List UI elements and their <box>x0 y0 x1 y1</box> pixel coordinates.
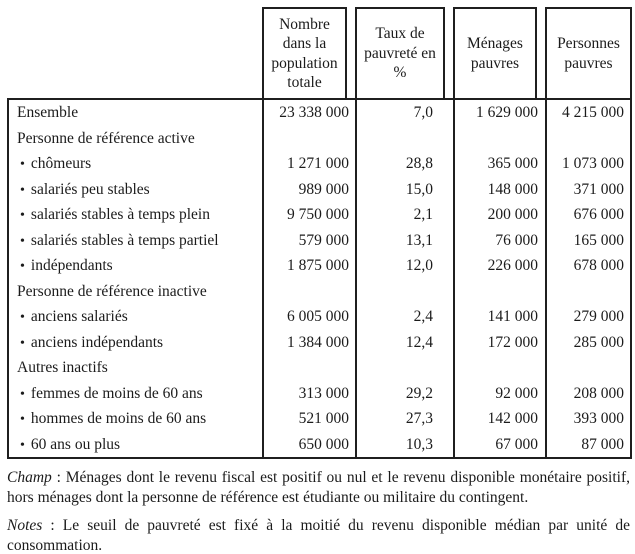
footnote-champ-text: : Ménages dont le revenu fiscal est positif ou nul et le revenu disponible monétaire positif, hors ménages dont la personne de référence est étudiante ou militaire du contingent. <box>7 469 630 506</box>
cell-value: 141 000 <box>453 304 545 330</box>
row-label <box>9 406 262 432</box>
footnote-champ-lead: Champ <box>7 469 52 486</box>
cell-value: 148 000 <box>453 177 545 203</box>
column-header-personnes-pauvres: Personnes pauvres <box>545 7 632 98</box>
cell-value <box>262 126 355 152</box>
cell-value: 208 000 <box>545 381 630 407</box>
table-header-row <box>7 7 630 98</box>
cell-value: 393 000 <box>545 406 630 432</box>
cell-value: 15,0 <box>355 177 453 203</box>
row-label <box>9 330 262 356</box>
cell-value <box>355 279 453 305</box>
cell-value: 226 000 <box>453 253 545 279</box>
footnote-notes-text: : Le seuil de pauvreté est fixé à la moitié du revenu disponible médian par unité de consommation. <box>7 517 630 554</box>
cell-value <box>545 126 630 152</box>
row-label-text: salariés stables à temps plein <box>30 206 210 223</box>
group-row-label: Personne de référence inactive <box>17 282 207 300</box>
row-label-text: anciens indépendants <box>30 333 164 351</box>
cell-value <box>545 279 630 305</box>
row-label-text: hommes de moins de 60 ans <box>30 410 207 427</box>
row-label <box>9 304 262 330</box>
group-row-label: Autres inactifs <box>17 359 108 376</box>
column-header-taux-pauvrete: Taux de pauvreté en % <box>355 7 445 98</box>
cell-value: 371 000 <box>545 177 630 203</box>
cell-value: 172 000 <box>453 330 545 356</box>
row-label-text: indépendants <box>30 257 113 274</box>
cell-value: 6 005 000 <box>262 304 355 330</box>
cell-value: 7,0 <box>355 100 453 126</box>
bullet-icon: • <box>20 310 25 325</box>
cell-value: 1 271 000 <box>262 151 355 177</box>
cell-value: 989 000 <box>262 177 355 203</box>
header-slot <box>355 7 453 98</box>
cell-value <box>545 355 630 381</box>
bullet-icon: • <box>20 412 25 427</box>
row-label-text: salariés stables à temps partiel <box>30 231 219 249</box>
cell-value: 1 629 000 <box>453 100 545 126</box>
cell-value: 142 000 <box>453 406 545 432</box>
cell-value: 92 000 <box>453 381 545 407</box>
cell-value: 279 000 <box>545 304 630 330</box>
cell-value: 12,4 <box>355 330 453 356</box>
row-label <box>9 177 262 203</box>
bullet-icon: • <box>20 233 25 249</box>
row-label <box>9 151 262 177</box>
bullet-icon: • <box>20 437 25 453</box>
cell-value <box>453 126 545 152</box>
bullet-icon: • <box>20 386 25 402</box>
cell-value <box>262 355 355 381</box>
cell-value: 650 000 <box>262 432 355 458</box>
cell-value: 29,2 <box>355 381 453 407</box>
row-label <box>9 202 262 228</box>
cell-value: 9 750 000 <box>262 202 355 228</box>
cell-value <box>355 355 453 381</box>
bullet-icon: • <box>20 335 25 351</box>
column-header-menages-pauvres: Ménages pauvres <box>453 7 537 98</box>
row-label <box>9 253 262 279</box>
row-label-text: chômeurs <box>30 155 92 172</box>
header-slot <box>453 7 545 98</box>
cell-value: 23 338 000 <box>262 100 355 126</box>
cell-value <box>355 126 453 152</box>
cell-value: 676 000 <box>545 202 630 228</box>
cell-value: 285 000 <box>545 330 630 356</box>
footnote-notes-lead: Notes <box>7 517 43 534</box>
column-header-population: Nombre dans la population totale <box>262 7 347 98</box>
cell-value: 87 000 <box>545 432 630 458</box>
row-label <box>9 432 262 458</box>
cell-value: 27,3 <box>355 406 453 432</box>
row-label <box>9 228 262 254</box>
header-empty-corner <box>7 7 262 98</box>
cell-value: 2,1 <box>355 202 453 228</box>
cell-value: 200 000 <box>453 202 545 228</box>
bullet-icon: • <box>20 208 25 223</box>
cell-value: 13,1 <box>355 228 453 254</box>
row-label: Ensemble <box>17 104 79 121</box>
cell-value: 4 215 000 <box>545 100 630 126</box>
cell-value: 365 000 <box>453 151 545 177</box>
cell-value: 1 073 000 <box>545 151 630 177</box>
cell-value: 579 000 <box>262 228 355 254</box>
cell-value: 521 000 <box>262 406 355 432</box>
header-slot <box>545 7 632 98</box>
row-label <box>9 381 262 407</box>
cell-value <box>453 279 545 305</box>
cell-value: 76 000 <box>453 228 545 254</box>
cell-value: 313 000 <box>262 381 355 407</box>
cell-value: 1 875 000 <box>262 253 355 279</box>
cell-value: 67 000 <box>453 432 545 458</box>
bullet-icon: • <box>20 259 25 274</box>
cell-value <box>262 279 355 305</box>
cell-value: 12,0 <box>355 253 453 279</box>
poverty-table-body <box>7 98 632 459</box>
group-row-label: Personne de référence active <box>17 129 195 147</box>
footnote-notes <box>7 516 630 554</box>
row-label-text: salariés peu stables <box>30 180 150 198</box>
cell-value: 678 000 <box>545 253 630 279</box>
row-label-text: femmes de moins de 60 ans <box>30 384 203 402</box>
cell-value: 10,3 <box>355 432 453 458</box>
row-label-text: anciens salariés <box>30 308 128 325</box>
footnote-champ <box>7 468 630 507</box>
cell-value: 1 384 000 <box>262 330 355 356</box>
cell-value <box>453 355 545 381</box>
bullet-icon: • <box>20 182 25 198</box>
bullet-icon: • <box>20 157 25 172</box>
header-slot <box>262 7 355 98</box>
cell-value: 2,4 <box>355 304 453 330</box>
row-label-text: 60 ans ou plus <box>30 435 121 453</box>
cell-value: 28,8 <box>355 151 453 177</box>
cell-value: 165 000 <box>545 228 630 254</box>
